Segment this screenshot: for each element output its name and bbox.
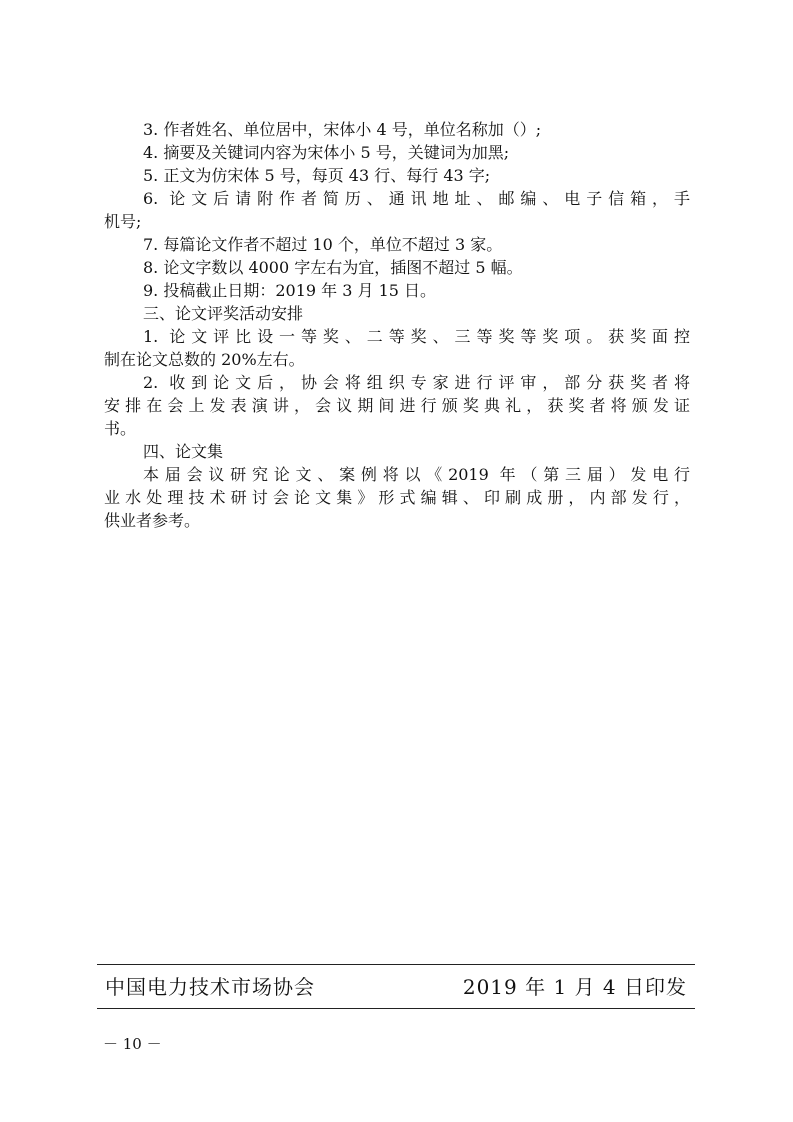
text-line: 业水处理技术研讨会论文集》形式编辑、印刷成册，内部发行， [104, 488, 690, 507]
text-line: 机号; [104, 212, 142, 231]
text-line: 制在论文总数的 20%左右。 [104, 350, 305, 369]
document-body [104, 117, 690, 531]
page-number: － 10 － [103, 1035, 162, 1053]
text-line: 1. 论文评比设一等奖、二等奖、三等奖等奖项。获奖面控 [143, 327, 690, 346]
text-line: 8. 论文字数以 4000 字左右为宜，插图不超过 5 幅。 [143, 258, 523, 277]
text-line: 5. 正文为仿宋体 5 号，每页 43 行、每行 43 字; [143, 166, 491, 185]
footer-top-divider [97, 964, 695, 965]
text-line: 安排在会上发表演讲，会议期间进行颁奖典礼，获奖者将颁发证 [104, 396, 690, 415]
footer-issue-date: 2019 年 1 月 4 日印发 [462, 975, 687, 999]
text-line: 6. 论文后请附作者简历、通讯地址、邮编、电子信箱，手 [143, 189, 690, 208]
footer-bottom-divider [97, 1008, 695, 1009]
section-heading: 三、论文评奖活动安排 [143, 304, 304, 323]
text-line: 供业者参考。 [104, 511, 201, 530]
section-heading: 四、论文集 [143, 442, 224, 461]
text-line: 书。 [104, 419, 137, 438]
text-line: 4. 摘要及关键词内容为宋体小 5 号，关键词为加黑; [143, 143, 510, 162]
text-line: 2. 收到论文后，协会将组织专家进行评审，部分获奖者将 [143, 373, 690, 392]
text-line: 本届会议研究论文、案例将以《2019 年（第三届）发电行 [143, 465, 690, 484]
text-line: 3. 作者姓名、单位居中，宋体小 4 号，单位名称加（）; [143, 120, 542, 139]
text-line: 7. 每篇论文作者不超过 10 个，单位不超过 3 家。 [143, 235, 503, 254]
footer-organization: 中国电力技术市场协会 [105, 975, 315, 999]
text-line: 9. 投稿截止日期：2019 年 3 月 15 日。 [143, 281, 437, 300]
